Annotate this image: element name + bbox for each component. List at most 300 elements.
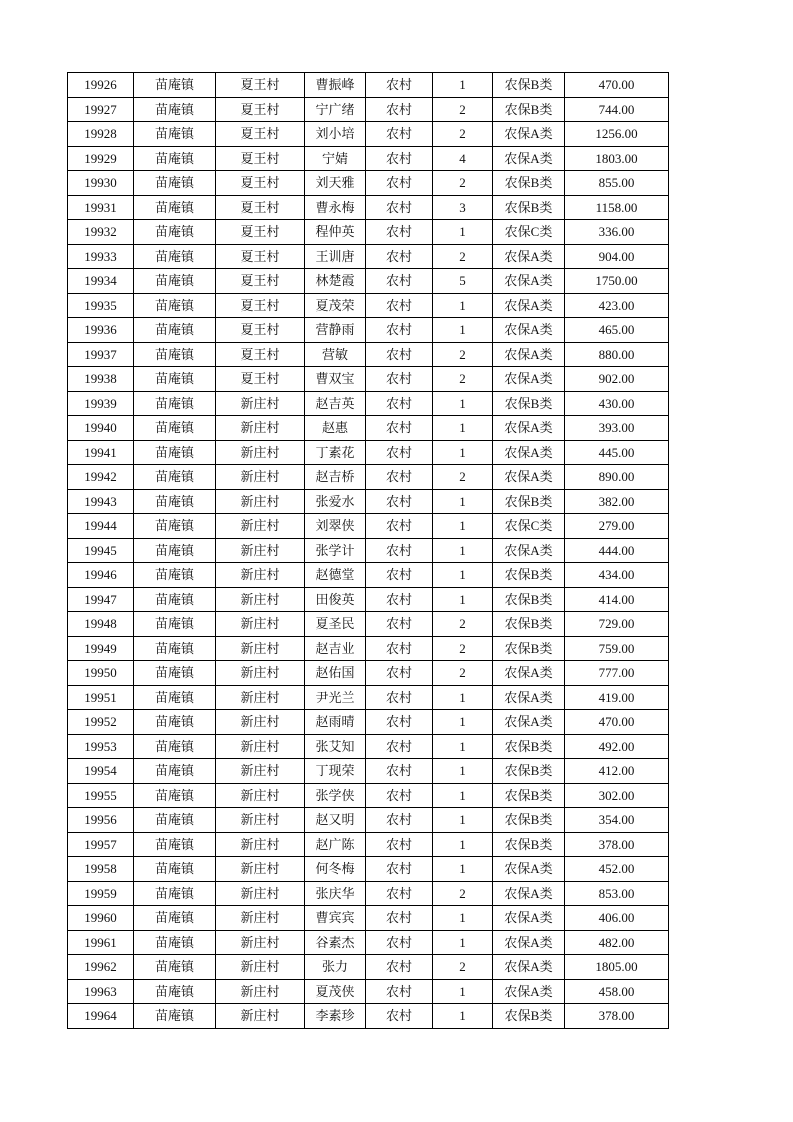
cell-member-count: 1 bbox=[433, 979, 493, 1004]
cell-village: 新庄村 bbox=[216, 587, 305, 612]
table-row bbox=[68, 489, 669, 514]
cell-household-type: 农村 bbox=[366, 636, 433, 661]
cell-record-id: 19926 bbox=[68, 73, 134, 98]
cell-household-type: 农村 bbox=[366, 661, 433, 686]
cell-amount: 445.00 bbox=[565, 440, 669, 465]
cell-name: 程仲英 bbox=[305, 220, 366, 245]
cell-household-type: 农村 bbox=[366, 171, 433, 196]
table-row bbox=[68, 293, 669, 318]
cell-amount: 470.00 bbox=[565, 73, 669, 98]
cell-insurance-category: 农保A类 bbox=[493, 538, 565, 563]
table-row bbox=[68, 97, 669, 122]
cell-household-type: 农村 bbox=[366, 857, 433, 882]
cell-insurance-category: 农保A类 bbox=[493, 342, 565, 367]
cell-insurance-category: 农保A类 bbox=[493, 906, 565, 931]
cell-amount: 470.00 bbox=[565, 710, 669, 735]
cell-name: 张爱水 bbox=[305, 489, 366, 514]
cell-village: 夏王村 bbox=[216, 97, 305, 122]
cell-name: 曹宾宾 bbox=[305, 906, 366, 931]
cell-name: 曹双宝 bbox=[305, 367, 366, 392]
table-row bbox=[68, 661, 669, 686]
cell-village: 新庄村 bbox=[216, 906, 305, 931]
cell-name: 刘天雅 bbox=[305, 171, 366, 196]
cell-town: 苗庵镇 bbox=[134, 416, 216, 441]
cell-member-count: 5 bbox=[433, 269, 493, 294]
cell-village: 新庄村 bbox=[216, 734, 305, 759]
cell-town: 苗庵镇 bbox=[134, 930, 216, 955]
cell-name: 张艾知 bbox=[305, 734, 366, 759]
cell-name: 赵惠 bbox=[305, 416, 366, 441]
cell-village: 新庄村 bbox=[216, 514, 305, 539]
cell-record-id: 19930 bbox=[68, 171, 134, 196]
cell-town: 苗庵镇 bbox=[134, 783, 216, 808]
cell-town: 苗庵镇 bbox=[134, 979, 216, 1004]
cell-record-id: 19949 bbox=[68, 636, 134, 661]
cell-village: 新庄村 bbox=[216, 930, 305, 955]
cell-member-count: 2 bbox=[433, 465, 493, 490]
table-row bbox=[68, 734, 669, 759]
cell-record-id: 19960 bbox=[68, 906, 134, 931]
cell-member-count: 1 bbox=[433, 391, 493, 416]
cell-name: 夏茂荣 bbox=[305, 293, 366, 318]
cell-household-type: 农村 bbox=[366, 759, 433, 784]
cell-insurance-category: 农保B类 bbox=[493, 636, 565, 661]
cell-town: 苗庵镇 bbox=[134, 881, 216, 906]
cell-village: 夏王村 bbox=[216, 171, 305, 196]
cell-member-count: 1 bbox=[433, 440, 493, 465]
table-row bbox=[68, 195, 669, 220]
cell-member-count: 1 bbox=[433, 930, 493, 955]
cell-household-type: 农村 bbox=[366, 563, 433, 588]
cell-village: 新庄村 bbox=[216, 416, 305, 441]
cell-village: 新庄村 bbox=[216, 612, 305, 637]
cell-town: 苗庵镇 bbox=[134, 734, 216, 759]
cell-household-type: 农村 bbox=[366, 906, 433, 931]
cell-household-type: 农村 bbox=[366, 465, 433, 490]
cell-member-count: 1 bbox=[433, 73, 493, 98]
cell-town: 苗庵镇 bbox=[134, 195, 216, 220]
cell-amount: 444.00 bbox=[565, 538, 669, 563]
cell-record-id: 19951 bbox=[68, 685, 134, 710]
table-row bbox=[68, 906, 669, 931]
cell-village: 夏王村 bbox=[216, 73, 305, 98]
cell-household-type: 农村 bbox=[366, 955, 433, 980]
cell-amount: 336.00 bbox=[565, 220, 669, 245]
cell-amount: 279.00 bbox=[565, 514, 669, 539]
table-row bbox=[68, 710, 669, 735]
cell-household-type: 农村 bbox=[366, 318, 433, 343]
table-row bbox=[68, 832, 669, 857]
cell-town: 苗庵镇 bbox=[134, 146, 216, 171]
cell-insurance-category: 农保A类 bbox=[493, 661, 565, 686]
cell-name: 谷素杰 bbox=[305, 930, 366, 955]
table-row bbox=[68, 587, 669, 612]
cell-amount: 880.00 bbox=[565, 342, 669, 367]
cell-village: 新庄村 bbox=[216, 979, 305, 1004]
cell-member-count: 1 bbox=[433, 587, 493, 612]
table-row bbox=[68, 930, 669, 955]
cell-amount: 414.00 bbox=[565, 587, 669, 612]
cell-village: 新庄村 bbox=[216, 465, 305, 490]
cell-town: 苗庵镇 bbox=[134, 832, 216, 857]
cell-town: 苗庵镇 bbox=[134, 857, 216, 882]
cell-member-count: 2 bbox=[433, 342, 493, 367]
cell-member-count: 2 bbox=[433, 171, 493, 196]
cell-record-id: 19953 bbox=[68, 734, 134, 759]
cell-amount: 759.00 bbox=[565, 636, 669, 661]
cell-insurance-category: 农保A类 bbox=[493, 244, 565, 269]
cell-record-id: 19946 bbox=[68, 563, 134, 588]
cell-name: 张力 bbox=[305, 955, 366, 980]
cell-amount: 382.00 bbox=[565, 489, 669, 514]
cell-town: 苗庵镇 bbox=[134, 220, 216, 245]
cell-household-type: 农村 bbox=[366, 979, 433, 1004]
cell-record-id: 19964 bbox=[68, 1004, 134, 1029]
cell-household-type: 农村 bbox=[366, 783, 433, 808]
cell-village: 夏王村 bbox=[216, 269, 305, 294]
cell-record-id: 19927 bbox=[68, 97, 134, 122]
table-row bbox=[68, 636, 669, 661]
records-table bbox=[67, 72, 669, 1029]
cell-household-type: 农村 bbox=[366, 97, 433, 122]
cell-name: 宁广绪 bbox=[305, 97, 366, 122]
cell-name: 何冬梅 bbox=[305, 857, 366, 882]
cell-town: 苗庵镇 bbox=[134, 514, 216, 539]
cell-town: 苗庵镇 bbox=[134, 1004, 216, 1029]
table-row bbox=[68, 416, 669, 441]
cell-household-type: 农村 bbox=[366, 587, 433, 612]
cell-insurance-category: 农保B类 bbox=[493, 195, 565, 220]
cell-insurance-category: 农保A类 bbox=[493, 318, 565, 343]
cell-record-id: 19958 bbox=[68, 857, 134, 882]
cell-amount: 452.00 bbox=[565, 857, 669, 882]
cell-household-type: 农村 bbox=[366, 734, 433, 759]
cell-member-count: 1 bbox=[433, 220, 493, 245]
cell-amount: 354.00 bbox=[565, 808, 669, 833]
cell-member-count: 2 bbox=[433, 244, 493, 269]
cell-name: 曹振峰 bbox=[305, 73, 366, 98]
cell-town: 苗庵镇 bbox=[134, 685, 216, 710]
cell-amount: 1256.00 bbox=[565, 122, 669, 147]
cell-amount: 1158.00 bbox=[565, 195, 669, 220]
cell-record-id: 19933 bbox=[68, 244, 134, 269]
cell-town: 苗庵镇 bbox=[134, 465, 216, 490]
cell-record-id: 19959 bbox=[68, 881, 134, 906]
cell-town: 苗庵镇 bbox=[134, 612, 216, 637]
cell-household-type: 农村 bbox=[366, 122, 433, 147]
cell-insurance-category: 农保B类 bbox=[493, 734, 565, 759]
cell-insurance-category: 农保A类 bbox=[493, 857, 565, 882]
cell-village: 新庄村 bbox=[216, 538, 305, 563]
cell-town: 苗庵镇 bbox=[134, 318, 216, 343]
cell-amount: 729.00 bbox=[565, 612, 669, 637]
cell-amount: 430.00 bbox=[565, 391, 669, 416]
cell-record-id: 19957 bbox=[68, 832, 134, 857]
table-row bbox=[68, 440, 669, 465]
cell-record-id: 19955 bbox=[68, 783, 134, 808]
cell-record-id: 19931 bbox=[68, 195, 134, 220]
cell-town: 苗庵镇 bbox=[134, 367, 216, 392]
cell-village: 夏王村 bbox=[216, 122, 305, 147]
cell-town: 苗庵镇 bbox=[134, 661, 216, 686]
cell-name: 丁素花 bbox=[305, 440, 366, 465]
cell-name: 赵雨晴 bbox=[305, 710, 366, 735]
cell-amount: 1750.00 bbox=[565, 269, 669, 294]
cell-town: 苗庵镇 bbox=[134, 636, 216, 661]
cell-household-type: 农村 bbox=[366, 73, 433, 98]
cell-amount: 302.00 bbox=[565, 783, 669, 808]
cell-town: 苗庵镇 bbox=[134, 244, 216, 269]
cell-town: 苗庵镇 bbox=[134, 710, 216, 735]
cell-record-id: 19952 bbox=[68, 710, 134, 735]
cell-amount: 378.00 bbox=[565, 832, 669, 857]
cell-record-id: 19945 bbox=[68, 538, 134, 563]
cell-amount: 406.00 bbox=[565, 906, 669, 931]
cell-name: 赵广陈 bbox=[305, 832, 366, 857]
cell-insurance-category: 农保A类 bbox=[493, 979, 565, 1004]
cell-record-id: 19948 bbox=[68, 612, 134, 637]
cell-town: 苗庵镇 bbox=[134, 342, 216, 367]
cell-name: 夏圣民 bbox=[305, 612, 366, 637]
cell-member-count: 4 bbox=[433, 146, 493, 171]
cell-village: 新庄村 bbox=[216, 808, 305, 833]
cell-town: 苗庵镇 bbox=[134, 73, 216, 98]
cell-town: 苗庵镇 bbox=[134, 97, 216, 122]
cell-household-type: 农村 bbox=[366, 367, 433, 392]
cell-insurance-category: 农保B类 bbox=[493, 759, 565, 784]
cell-insurance-category: 农保C类 bbox=[493, 220, 565, 245]
cell-member-count: 1 bbox=[433, 783, 493, 808]
cell-member-count: 2 bbox=[433, 612, 493, 637]
cell-member-count: 2 bbox=[433, 122, 493, 147]
cell-record-id: 19938 bbox=[68, 367, 134, 392]
cell-village: 夏王村 bbox=[216, 220, 305, 245]
cell-record-id: 19932 bbox=[68, 220, 134, 245]
cell-record-id: 19954 bbox=[68, 759, 134, 784]
cell-village: 新庄村 bbox=[216, 1004, 305, 1029]
cell-insurance-category: 农保B类 bbox=[493, 97, 565, 122]
cell-insurance-category: 农保B类 bbox=[493, 783, 565, 808]
cell-insurance-category: 农保A类 bbox=[493, 367, 565, 392]
cell-village: 新庄村 bbox=[216, 685, 305, 710]
cell-member-count: 2 bbox=[433, 881, 493, 906]
cell-name: 夏茂侠 bbox=[305, 979, 366, 1004]
cell-village: 新庄村 bbox=[216, 881, 305, 906]
cell-town: 苗庵镇 bbox=[134, 955, 216, 980]
cell-insurance-category: 农保A类 bbox=[493, 293, 565, 318]
cell-amount: 434.00 bbox=[565, 563, 669, 588]
cell-household-type: 农村 bbox=[366, 489, 433, 514]
cell-village: 新庄村 bbox=[216, 661, 305, 686]
cell-member-count: 1 bbox=[433, 906, 493, 931]
cell-town: 苗庵镇 bbox=[134, 759, 216, 784]
cell-household-type: 农村 bbox=[366, 146, 433, 171]
cell-amount: 1803.00 bbox=[565, 146, 669, 171]
cell-member-count: 1 bbox=[433, 808, 493, 833]
cell-member-count: 2 bbox=[433, 367, 493, 392]
table-row bbox=[68, 685, 669, 710]
cell-insurance-category: 农保B类 bbox=[493, 563, 565, 588]
table-row bbox=[68, 783, 669, 808]
cell-amount: 412.00 bbox=[565, 759, 669, 784]
cell-name: 田俊英 bbox=[305, 587, 366, 612]
cell-town: 苗庵镇 bbox=[134, 808, 216, 833]
cell-village: 夏王村 bbox=[216, 293, 305, 318]
cell-name: 刘小培 bbox=[305, 122, 366, 147]
cell-village: 新庄村 bbox=[216, 489, 305, 514]
table-row bbox=[68, 220, 669, 245]
cell-household-type: 农村 bbox=[366, 832, 433, 857]
cell-amount: 378.00 bbox=[565, 1004, 669, 1029]
cell-member-count: 2 bbox=[433, 661, 493, 686]
cell-town: 苗庵镇 bbox=[134, 538, 216, 563]
cell-household-type: 农村 bbox=[366, 538, 433, 563]
cell-member-count: 1 bbox=[433, 759, 493, 784]
table-row bbox=[68, 465, 669, 490]
cell-village: 夏王村 bbox=[216, 367, 305, 392]
cell-record-id: 19962 bbox=[68, 955, 134, 980]
cell-member-count: 1 bbox=[433, 563, 493, 588]
cell-name: 赵吉业 bbox=[305, 636, 366, 661]
cell-record-id: 19928 bbox=[68, 122, 134, 147]
cell-town: 苗庵镇 bbox=[134, 171, 216, 196]
cell-insurance-category: 农保A类 bbox=[493, 440, 565, 465]
cell-member-count: 1 bbox=[433, 514, 493, 539]
cell-name: 曹永梅 bbox=[305, 195, 366, 220]
cell-amount: 853.00 bbox=[565, 881, 669, 906]
cell-household-type: 农村 bbox=[366, 416, 433, 441]
cell-name: 张学计 bbox=[305, 538, 366, 563]
cell-amount: 890.00 bbox=[565, 465, 669, 490]
cell-insurance-category: 农保B类 bbox=[493, 489, 565, 514]
cell-town: 苗庵镇 bbox=[134, 489, 216, 514]
cell-record-id: 19941 bbox=[68, 440, 134, 465]
cell-member-count: 1 bbox=[433, 685, 493, 710]
cell-member-count: 2 bbox=[433, 955, 493, 980]
cell-village: 新庄村 bbox=[216, 710, 305, 735]
cell-name: 张学侠 bbox=[305, 783, 366, 808]
cell-household-type: 农村 bbox=[366, 1004, 433, 1029]
cell-household-type: 农村 bbox=[366, 244, 433, 269]
cell-amount: 423.00 bbox=[565, 293, 669, 318]
cell-record-id: 19950 bbox=[68, 661, 134, 686]
cell-insurance-category: 农保B类 bbox=[493, 1004, 565, 1029]
cell-name: 赵吉英 bbox=[305, 391, 366, 416]
cell-town: 苗庵镇 bbox=[134, 122, 216, 147]
cell-insurance-category: 农保C类 bbox=[493, 514, 565, 539]
cell-insurance-category: 农保B类 bbox=[493, 832, 565, 857]
cell-amount: 744.00 bbox=[565, 97, 669, 122]
cell-member-count: 3 bbox=[433, 195, 493, 220]
cell-amount: 458.00 bbox=[565, 979, 669, 1004]
cell-village: 夏王村 bbox=[216, 195, 305, 220]
cell-member-count: 2 bbox=[433, 636, 493, 661]
table-row bbox=[68, 881, 669, 906]
cell-name: 赵又明 bbox=[305, 808, 366, 833]
cell-town: 苗庵镇 bbox=[134, 440, 216, 465]
cell-insurance-category: 农保A类 bbox=[493, 269, 565, 294]
cell-member-count: 1 bbox=[433, 734, 493, 759]
cell-member-count: 2 bbox=[433, 97, 493, 122]
table-row bbox=[68, 146, 669, 171]
cell-town: 苗庵镇 bbox=[134, 563, 216, 588]
cell-name: 李素珍 bbox=[305, 1004, 366, 1029]
cell-name: 张庆华 bbox=[305, 881, 366, 906]
cell-record-id: 19935 bbox=[68, 293, 134, 318]
cell-village: 新庄村 bbox=[216, 857, 305, 882]
table-row bbox=[68, 73, 669, 98]
cell-amount: 492.00 bbox=[565, 734, 669, 759]
cell-household-type: 农村 bbox=[366, 220, 433, 245]
cell-insurance-category: 农保A类 bbox=[493, 930, 565, 955]
cell-record-id: 19942 bbox=[68, 465, 134, 490]
cell-record-id: 19944 bbox=[68, 514, 134, 539]
table-row bbox=[68, 538, 669, 563]
table-row bbox=[68, 759, 669, 784]
cell-record-id: 19939 bbox=[68, 391, 134, 416]
cell-village: 夏王村 bbox=[216, 146, 305, 171]
table-row bbox=[68, 367, 669, 392]
cell-insurance-category: 农保A类 bbox=[493, 881, 565, 906]
cell-record-id: 19940 bbox=[68, 416, 134, 441]
table-row bbox=[68, 612, 669, 637]
table-row bbox=[68, 808, 669, 833]
cell-town: 苗庵镇 bbox=[134, 391, 216, 416]
table-row bbox=[68, 244, 669, 269]
cell-amount: 465.00 bbox=[565, 318, 669, 343]
cell-name: 刘翠侠 bbox=[305, 514, 366, 539]
cell-town: 苗庵镇 bbox=[134, 293, 216, 318]
cell-record-id: 19929 bbox=[68, 146, 134, 171]
cell-record-id: 19947 bbox=[68, 587, 134, 612]
table-row bbox=[68, 342, 669, 367]
cell-household-type: 农村 bbox=[366, 808, 433, 833]
cell-record-id: 19936 bbox=[68, 318, 134, 343]
cell-amount: 904.00 bbox=[565, 244, 669, 269]
cell-insurance-category: 农保A类 bbox=[493, 146, 565, 171]
table-row bbox=[68, 514, 669, 539]
cell-insurance-category: 农保A类 bbox=[493, 710, 565, 735]
cell-name: 王训唐 bbox=[305, 244, 366, 269]
cell-village: 新庄村 bbox=[216, 832, 305, 857]
cell-member-count: 1 bbox=[433, 318, 493, 343]
cell-name: 赵吉桥 bbox=[305, 465, 366, 490]
cell-village: 夏王村 bbox=[216, 318, 305, 343]
cell-member-count: 1 bbox=[433, 832, 493, 857]
cell-insurance-category: 农保A类 bbox=[493, 416, 565, 441]
table-row bbox=[68, 1004, 669, 1029]
table-row bbox=[68, 563, 669, 588]
cell-insurance-category: 农保B类 bbox=[493, 171, 565, 196]
cell-member-count: 1 bbox=[433, 489, 493, 514]
cell-record-id: 19934 bbox=[68, 269, 134, 294]
cell-village: 新庄村 bbox=[216, 636, 305, 661]
table-row bbox=[68, 955, 669, 980]
cell-town: 苗庵镇 bbox=[134, 906, 216, 931]
cell-village: 夏王村 bbox=[216, 342, 305, 367]
cell-town: 苗庵镇 bbox=[134, 587, 216, 612]
cell-insurance-category: 农保B类 bbox=[493, 808, 565, 833]
cell-name: 赵德堂 bbox=[305, 563, 366, 588]
cell-amount: 855.00 bbox=[565, 171, 669, 196]
cell-insurance-category: 农保B类 bbox=[493, 73, 565, 98]
cell-household-type: 农村 bbox=[366, 342, 433, 367]
cell-record-id: 19963 bbox=[68, 979, 134, 1004]
cell-record-id: 19961 bbox=[68, 930, 134, 955]
cell-household-type: 农村 bbox=[366, 391, 433, 416]
cell-member-count: 1 bbox=[433, 538, 493, 563]
cell-amount: 482.00 bbox=[565, 930, 669, 955]
